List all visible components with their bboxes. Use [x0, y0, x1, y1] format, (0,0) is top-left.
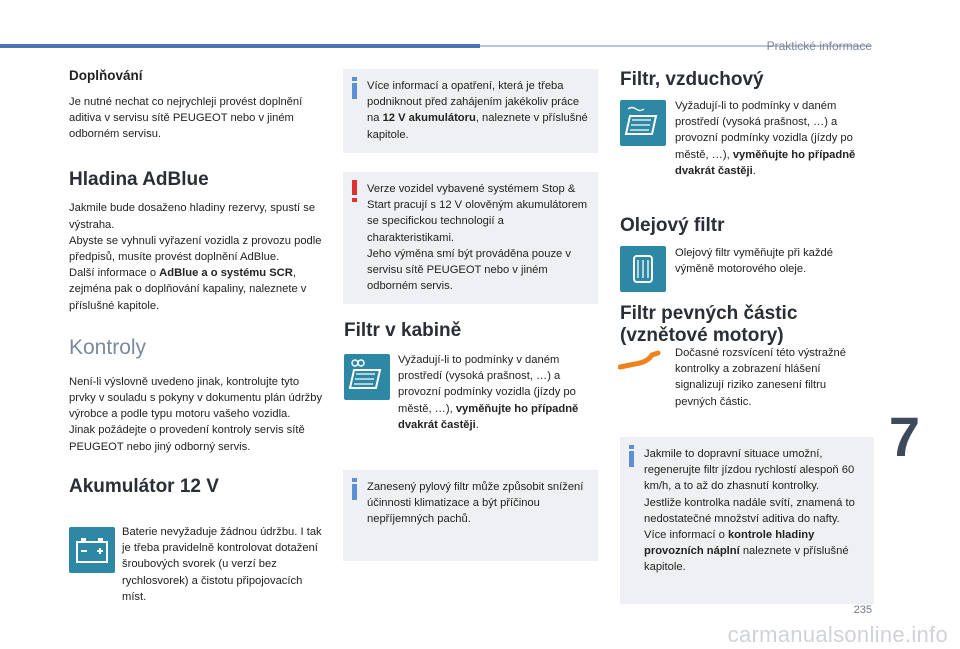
adblue-p3: Další informace o AdBlue a o systému SCR, zejména pak o doplňování kapaliny, naleznete v příslušné kapitole. [69, 267, 307, 312]
adblue-p2: Abyste se vyhnuli vyřazení vozidla z provozu podle předpisů, musíte provést doplnění AdBlue. [69, 234, 322, 264]
warning-note-p2: Jeho výměna smí být prováděna pouze v servisu sítě PEUGEOT nebo v jiném odborném servis. [367, 247, 571, 293]
dpf-heading: Filtr pevných částic (vznětové motory) [620, 303, 798, 346]
info-note-dpf-p1: Jakmile to dopravní situace umožní, regenerujte filtr jízdou rychlostí alespoň 60 km/h, a to až do zhasnutí kontrolky. [644, 448, 855, 493]
akumulator-text: Baterie nevyžaduje žádnou údržbu. I tak je třeba pravidelně kontrolovat dotažení šroubových svorek (u verzí bez rychlosvorek) a čistotu připojovacích míst. [122, 526, 322, 603]
dpf-text: Dočasné rozsvícení této výstražné kontrolky a zobrazení hlášení signalizují riziko zanesení filtru pevných částic. [675, 347, 846, 408]
info-note-pollen-text: Zanesený pylový filtr může způsobit snížení účinnosti klimatizace a být příčinou nepříjemných pachů. [367, 481, 584, 526]
info-note-battery-text: Více informací a opatření, která je třeba podniknout před zahájením jakékoliv práce na 12 V akumulátoru, naleznete v příslušné kapitole. [367, 80, 588, 141]
page-number: 235 [853, 604, 872, 616]
section-title: Praktické informace [766, 39, 872, 53]
cabin-filter-icon [344, 354, 390, 400]
kabina-text: Vyžadují-li to podmínky v daném prostředí (vysoká prašnost, …) a provozní podmínky vozidla (jízdy po městě, …), vyměňujte ho případně dvakrát častěji. [398, 354, 579, 431]
warning-note-p1: Verze vozidel vybavené systémem Stop & Start pracují s 12 V olověným akumulátorem se specifickou technologií a charakteristikami. [367, 183, 588, 244]
kontroly-p2: Jinak požádejte o provedení kontroly servis sítě PEUGEOT nebo jiný odborný servis. [69, 424, 305, 453]
air-filter-icon [620, 100, 666, 146]
adblue-heading: Hladina AdBlue [69, 168, 209, 190]
info-icon [352, 77, 357, 99]
akumulator-heading: Akumulátor 12 V [69, 475, 219, 497]
header-accent-bar [0, 44, 480, 48]
info-note-dpf-p2: Jestliže kontrolka nadále svítí, znamená to nedostatečné množství aditiva do nafty. [644, 496, 855, 525]
info-note-dpf [620, 437, 874, 604]
dpf-warning-lamp-icon [618, 347, 662, 373]
info-icon [352, 478, 357, 500]
vzduch-text: Vyžadují-li to podmínky v daném prostředí (vysoká prašnost, …) a provozní podmínky vozidla (jízdy po městě, …), vyměňujte ho případně dvakrát častěji. [675, 100, 856, 177]
info-note-battery [343, 69, 598, 153]
column-left [69, 68, 327, 498]
battery-icon [69, 527, 115, 573]
doplnovani-text: Je nutné nechat co nejrychleji provést doplnění aditiva v servisu sítě PEUGEOT nebo v jiném odborném servisu. [69, 96, 303, 141]
chapter-number: 7 [888, 405, 920, 468]
warning-note-stopstart [343, 172, 598, 304]
watermark: carmanualsonline.info [727, 622, 948, 647]
doplnovani-heading: Doplňování [69, 68, 143, 83]
info-icon [629, 445, 634, 467]
kontroly-p1: Není-li výslovně uvedeno jinak, kontrolujte tyto prvky v souladu s pokyny v dokumentu plán údržby výrobce a podle typu motoru vašeho vozidla. [69, 375, 323, 421]
kontroly-heading: Kontroly [69, 335, 147, 359]
olej-text: Olejový filtr vyměňujte při každé výměně motorového oleje. [675, 247, 833, 276]
kabina-heading: Filtr v kabině [344, 320, 462, 341]
warning-icon [352, 180, 357, 202]
info-note-dpf-p3: Více informací o kontrole hladiny provozních náplní naleznete v příslušné kapitole. [644, 529, 849, 574]
olej-heading: Olejový filtr [620, 215, 725, 236]
oil-filter-icon [620, 246, 666, 292]
info-note-pollen [343, 470, 598, 561]
vzduch-heading: Filtr, vzduchový [620, 69, 764, 90]
adblue-p1: Jakmile bude dosaženo hladiny rezervy, spustí se výstraha. [69, 202, 316, 231]
